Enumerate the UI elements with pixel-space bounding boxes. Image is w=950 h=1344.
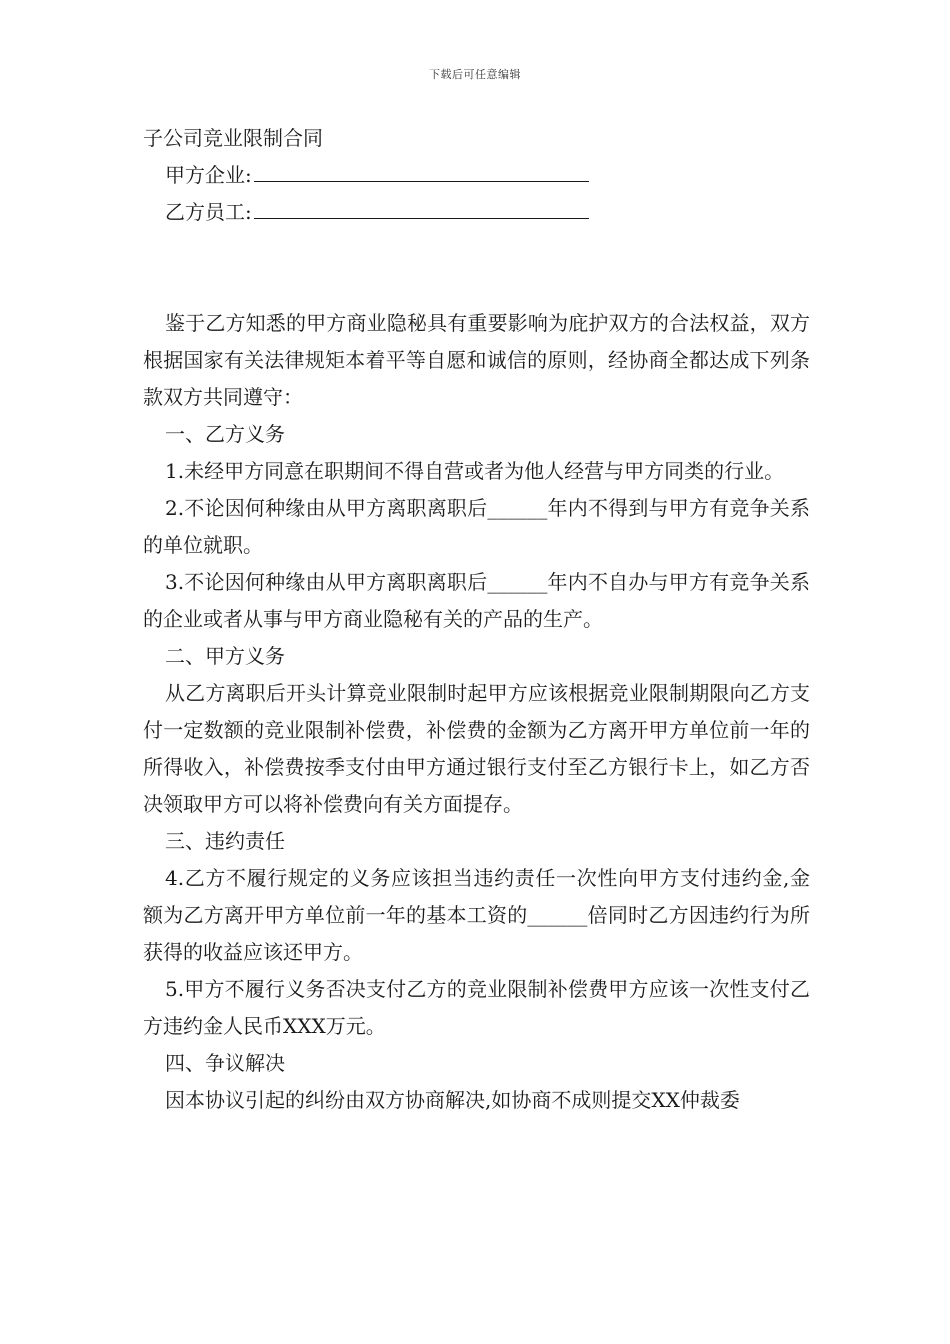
section-4-heading: 四、争议解决 (165, 1051, 285, 1075)
section-3-heading: 三、违约责任 (165, 829, 285, 853)
party-b-label: 乙方员工: (165, 200, 252, 224)
section-4-body: 因本协议引起的纠纷由双方协商解决,如协商不成则提交XX仲裁委 (165, 1088, 740, 1112)
preamble-paragraph: 鉴于乙方知悉的甲方商业隐秘具有重要影响为庇护双方的合法权益，双方根据国家有关法律规矩本着平等自愿和诚信的原则，经协商全都达成下列条款双方共同遵守： (143, 311, 810, 409)
party-a-blank[interactable] (254, 159, 589, 182)
section-2-heading: 二、甲方义务 (165, 644, 285, 668)
spacer (143, 231, 810, 305)
clause-4: 4.乙方不履行规定的义务应该担当违约责任一次性向甲方支付违约金,金额为乙方离开甲方单位前一年的基本工资的______倍同时乙方因违约行为所获得的收益应该还甲方。 (143, 866, 810, 964)
clause-1: 1.未经甲方同意在职期间不得自营或者为他人经营与甲方同类的行业。 (165, 459, 785, 483)
clause-2: 2.不论因何种缘由从甲方离职离职后______年内不得到与甲方有竞争关系的单位就职。 (143, 496, 810, 557)
clause-3: 3.不论因何种缘由从甲方离职离职后______年内不自办与甲方有竞争关系的企业或者从事与甲方商业隐秘有关的产品的生产。 (143, 570, 810, 631)
clause-5: 5.甲方不履行义务否决支付乙方的竞业限制补偿费甲方应该一次性支付乙方违约金人民币XXX万元。 (143, 977, 810, 1038)
document-title: 子公司竞业限制合同 (143, 126, 323, 150)
party-b-blank[interactable] (254, 196, 589, 219)
section-2-body: 从乙方离职后开头计算竞业限制时起甲方应该根据竞业限制期限向乙方支付一定数额的竞业限制补偿费，补偿费的金额为乙方离开甲方单位前一年的所得收入，补偿费按季支付由甲方通过银行支付至乙方银行卡上，如乙方否决领取甲方可以将补偿费向有关方面提存。 (143, 681, 810, 816)
section-1-heading: 一、乙方义务 (165, 422, 285, 446)
party-b-row (143, 194, 810, 231)
document-body (143, 120, 810, 1119)
party-a-row (143, 157, 810, 194)
party-a-label: 甲方企业: (165, 163, 252, 187)
page-header-note: 下载后可任意编辑 (429, 68, 521, 81)
